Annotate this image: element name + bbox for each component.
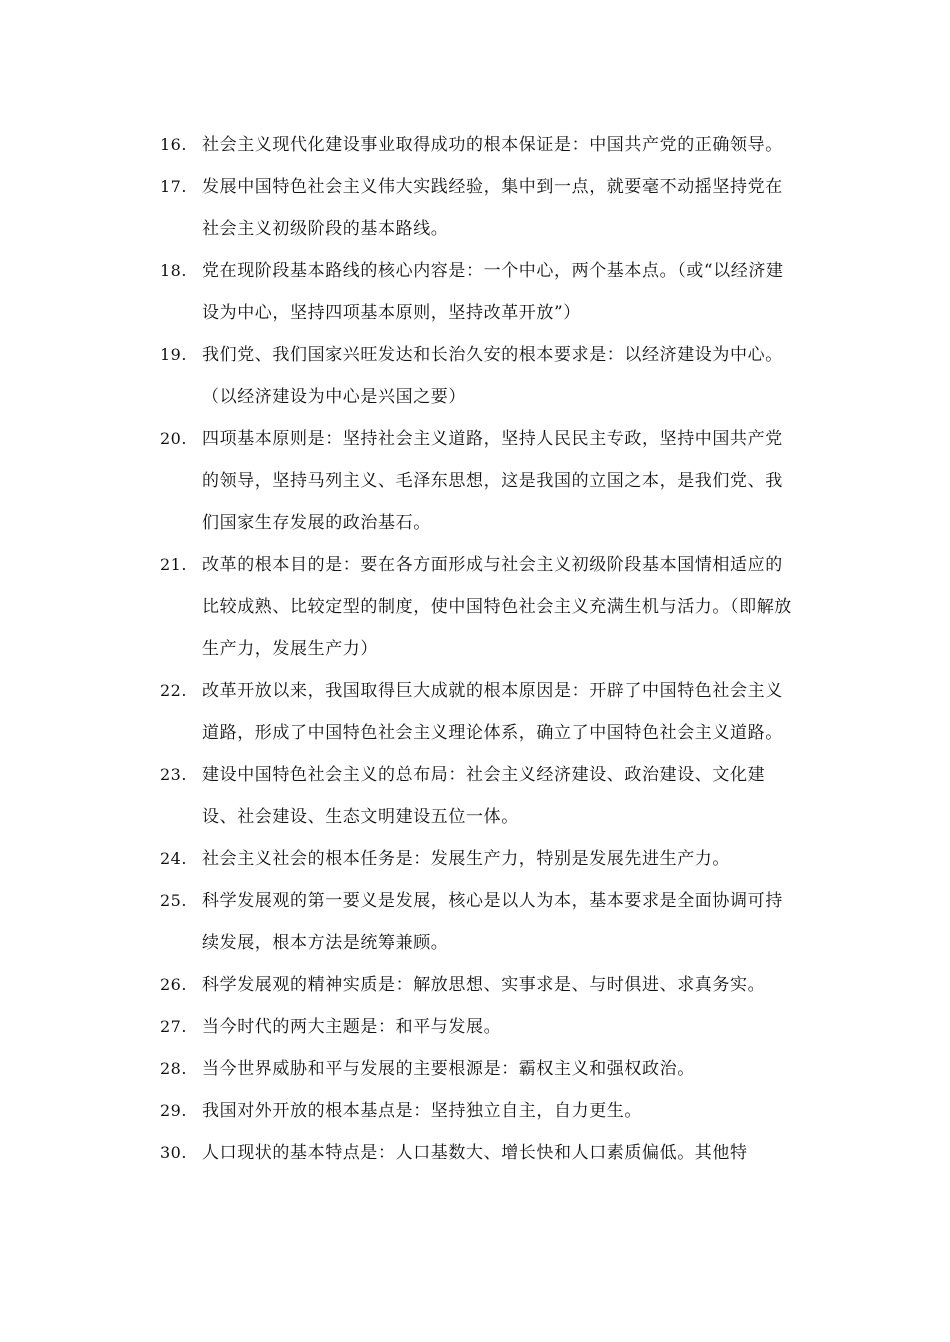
- item-text: 发展中国特色社会主义伟大实践经验，集中到一点，就要毫不动摇坚持党在社会主义初级阶段的基本路线。: [202, 177, 783, 239]
- list-item: [160, 964, 800, 1006]
- item-number: 22.: [160, 681, 187, 700]
- list-item: [160, 1090, 800, 1132]
- item-text: 我国对外开放的根本基点是：坚持独立自主，自力更生。: [202, 1101, 642, 1121]
- list-item: [160, 754, 800, 838]
- item-text: 建设中国特色社会主义的总布局：社会主义经济建设、政治建设、文化建设、社会建设、生态文明建设五位一体。: [202, 765, 766, 827]
- list-item: [160, 250, 800, 334]
- list-item: [160, 544, 800, 670]
- list-item: [160, 880, 800, 964]
- item-text: 改革开放以来，我国取得巨大成就的根本原因是：开辟了中国特色社会主义道路，形成了中国特色社会主义理论体系，确立了中国特色社会主义道路。: [202, 681, 783, 743]
- item-number: 20.: [160, 429, 187, 448]
- item-number: 18.: [160, 261, 187, 280]
- item-text: 当今时代的两大主题是：和平与发展。: [202, 1017, 502, 1037]
- item-number: 29.: [160, 1101, 187, 1120]
- list-item: [160, 418, 800, 544]
- item-number: 21.: [160, 555, 187, 574]
- item-text: 当今世界威胁和平与发展的主要根源是：霸权主义和强权政治。: [202, 1059, 695, 1079]
- item-number: 27.: [160, 1017, 187, 1036]
- list-item: [160, 1006, 800, 1048]
- item-text: 社会主义社会的根本任务是：发展生产力，特别是发展先进生产力。: [202, 849, 730, 869]
- item-text: 我们党、我们国家兴旺发达和长治久安的根本要求是：以经济建设为中心。（以经济建设为中心是兴国之要）: [202, 345, 783, 407]
- list-item: [160, 670, 800, 754]
- list-item: [160, 334, 800, 418]
- item-number: 19.: [160, 345, 187, 364]
- item-number: 16.: [160, 135, 187, 154]
- item-text: 科学发展观的第一要义是发展，核心是以人为本，基本要求是全面协调可持续发展，根本方法是统筹兼顾。: [202, 891, 783, 953]
- item-text: 科学发展观的精神实质是：解放思想、实事求是、与时俱进、求真务实。: [202, 975, 766, 995]
- item-text: 党在现阶段基本路线的核心内容是：一个中心，两个基本点。（或“以经济建设为中心，坚持四项基本原则，坚持改革开放”）: [202, 261, 784, 323]
- list-item: [160, 124, 800, 166]
- list-item: [160, 1132, 800, 1174]
- item-number: 26.: [160, 975, 187, 994]
- list-item: [160, 1048, 800, 1090]
- item-number: 28.: [160, 1059, 187, 1078]
- item-text: 改革的根本目的是：要在各方面形成与社会主义初级阶段基本国情相适应的比较成熟、比较定型的制度，使中国特色社会主义充满生机与活力。（即解放生产力，发展生产力）: [202, 555, 792, 659]
- item-number: 17.: [160, 177, 187, 196]
- item-text: 四项基本原则是：坚持社会主义道路，坚持人民民主专政，坚持中国共产党的领导，坚持马列主义、毛泽东思想，这是我国的立国之本，是我们党、我们国家生存发展的政治基石。: [202, 429, 783, 533]
- list-item: [160, 166, 800, 250]
- item-text: 人口现状的基本特点是：人口基数大、增长快和人口素质偏低。其他特: [202, 1143, 748, 1163]
- item-number: 24.: [160, 849, 187, 868]
- numbered-list: [160, 124, 800, 1174]
- item-number: 30.: [160, 1143, 187, 1162]
- item-number: 25.: [160, 891, 187, 910]
- item-number: 23.: [160, 765, 187, 784]
- list-item: [160, 838, 800, 880]
- item-text: 社会主义现代化建设事业取得成功的根本保证是：中国共产党的正确领导。: [202, 135, 783, 155]
